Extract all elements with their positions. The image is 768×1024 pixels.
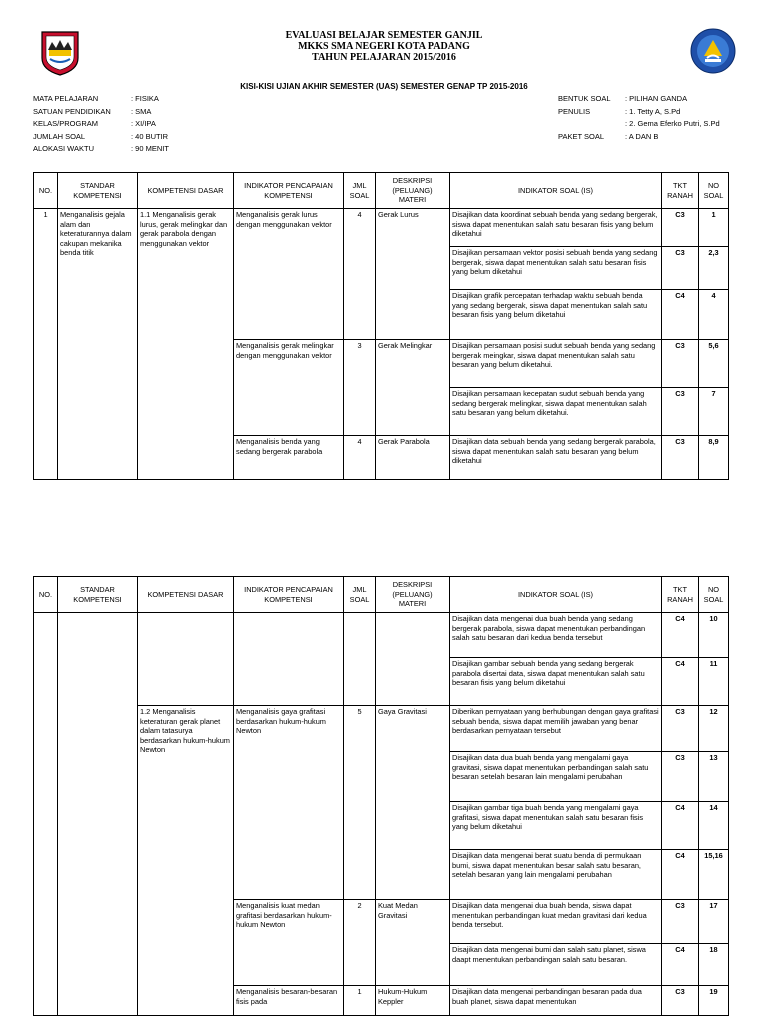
info-right-row [558,93,720,106]
tingkat-ranah-cell: C3 [662,209,699,247]
jumlah-soal-cell: 3 [344,340,376,436]
tingkat-ranah-cell: C3 [662,388,699,436]
jumlah-soal-cell: 4 [344,436,376,480]
indikator-soal-cell: Disajikan gambar sebuah benda yang sedang bergerak parabola disertai data, siswa dapat menentukan salah satu besaran fisis yang belum diketahui [450,658,662,706]
column-header-nosoal: NO SOAL [699,173,729,209]
indikator-soal-cell: Disajikan gambar tiga buah benda yang mengalami gaya grafitasi, siswa dapat menentukan salah satu besaran fisis yang belum diketahui [450,802,662,850]
info-left-value: : XI/IPA [131,119,156,128]
indikator-soal-cell: Disajikan data dua buah benda yang mengalami gaya gravitasi, siswa dapat menentukan perbandingan salah satu besaran setelah besaran lain mengalami perubahan [450,752,662,802]
header-line-3: TAHUN PELAJARAN 2015/2016 [312,52,456,63]
nomor-soal-cell: 14 [699,802,729,850]
indikator-soal-cell: Disajikan persamaan posisi sudut sebuah benda yang sedang bergerak meingkar, siswa dapat menentukan salah satu besaran yang belum diketahui. [450,340,662,388]
row-number-cell: 1 [34,209,58,480]
kisi-table-page-1 [33,172,729,480]
tingkat-ranah-cell: C3 [662,247,699,290]
indikator-soal-cell: Disajikan data sebuah benda yang sedang bergerak parabola, siswa dapat menentukan salah satu besaran yang belum diketahui [450,436,662,480]
kompetensi-dasar-cell: 1.2 Menganalisis keteraturan gerak planet dalam tatasurya berdasarkan hukum-hukum Newton [138,706,234,1016]
column-header-is: INDIKATOR SOAL (IS) [450,173,662,209]
indikator-soal-cell: Disajikan data koordinat sebuah benda yang sedang bergerak, siswa dapat menentukan salah satu besaran fisis yang belum diketahui [450,209,662,247]
table-row [34,209,729,247]
info-left-row [33,143,169,156]
nomor-soal-cell: 15,16 [699,850,729,900]
info-right-row [558,131,720,144]
table-row [34,706,729,752]
jumlah-soal-cell [344,613,376,706]
deskripsi-materi-cell: Gerak Parabola [376,436,450,480]
nomor-soal-cell: 1 [699,209,729,247]
jumlah-soal-cell: 5 [344,706,376,900]
tingkat-ranah-cell: C3 [662,340,699,388]
indikator-pencapaian-cell: Menganalisis kuat medan grafitasi berdasarkan hukum-hukum Newton [234,900,344,986]
jumlah-soal-cell: 2 [344,900,376,986]
tingkat-ranah-cell: C4 [662,658,699,706]
indikator-soal-cell: Diberikan pernyataan yang berhubungan dengan gaya grafitasi sebuah benda, siswa dapat memilih jawaban yang benar berdasarkan pernyataan tersebut [450,706,662,752]
tingkat-ranah-cell: C3 [662,752,699,802]
indikator-soal-cell: Disajikan data mengenai dua buah benda yang sedang bergerak parabola, siswa dapat menentukan perbandingan salah satu besaran dari kedua benda tersebut [450,613,662,658]
nomor-soal-cell: 18 [699,944,729,986]
info-right-key: PENULIS [558,106,591,116]
info-right-value: : A DAN B [625,131,659,141]
nomor-soal-cell: 11 [699,658,729,706]
column-header-jml: JML SOAL [344,173,376,209]
info-right-key [558,118,625,131]
column-header-materi: DESKRIPSI (PELUANG) MATERI [376,173,450,209]
tingkat-ranah-cell: C3 [662,986,699,1016]
padang-city-emblem-icon [40,28,80,76]
nomor-soal-cell: 19 [699,986,729,1016]
indikator-pencapaian-cell: Menganalisis besaran-besaran fisis pada [234,986,344,1016]
standar-kompetensi-cell [58,613,138,1016]
nomor-soal-cell: 8,9 [699,436,729,480]
tingkat-ranah-cell: C4 [662,290,699,340]
table-header-row [34,173,729,209]
nomor-soal-cell: 2,3 [699,247,729,290]
info-left-key: MATA PELAJARAN [33,94,99,103]
deskripsi-materi-cell: Gerak Melingkar [376,340,450,436]
info-right-key: PAKET SOAL [558,131,604,141]
column-header-is: INDIKATOR SOAL (IS) [450,577,662,613]
indikator-soal-cell: Disajikan data mengenai perbandingan besaran pada dua buah planet, siswa dapat menentukan [450,986,662,1016]
column-header-jml: JML SOAL [344,577,376,613]
standar-kompetensi-cell: Menganalisis gejala alam dan keteraturannya dalam cakupan mekanika benda titik [58,209,138,480]
info-left-key: JUMLAH SOAL [33,131,86,141]
tingkat-ranah-cell: C3 [662,900,699,944]
indikator-soal-cell: Disajikan data mengenai bumi dan salah satu planet, siswa daapt menentukan perbandingan salah satu besaran. [450,944,662,986]
info-left-row [33,131,169,144]
indikator-soal-cell: Disajikan data mengenai dua buah benda, siswa dapat menentukan perbandingan kuat medan gravitasi dari kedua benda tersebut. [450,900,662,944]
info-right-row [558,118,720,131]
deskripsi-materi-cell: Kuat Medan Gravitasi [376,900,450,986]
indikator-soal-cell: Disajikan data mengenai berat suatu benda di permukaan bumi, siswa dapat menentukan besar salah satu besaran, setelah besaran yang lain mengalami perubahan [450,850,662,900]
column-header-ipk: INDIKATOR PENCAPAIAN KOMPETENSI [234,173,344,209]
tingkat-ranah-cell: C4 [662,613,699,658]
deskripsi-materi-cell: Hukum-Hukum Keppler [376,986,450,1016]
nomor-soal-cell: 4 [699,290,729,340]
info-right-key: BENTUK SOAL [558,94,611,103]
info-left-row [33,106,169,119]
indikator-soal-cell: Disajikan grafik percepatan terhadap waktu sebuah benda yang sedang bergerak, siswa dapat menentukan salah satu besaran fisis yang belum diketahui [450,290,662,340]
tingkat-ranah-cell: C3 [662,436,699,480]
indikator-pencapaian-cell: Menganalisis gerak lurus dengan menggunakan vektor [234,209,344,340]
jumlah-soal-cell: 1 [344,986,376,1016]
table-header-row [34,577,729,613]
nomor-soal-cell: 5,6 [699,340,729,388]
info-left-row [33,118,169,131]
table-row [34,613,729,658]
info-right-value: : 1. Tetty A, S.Pd [625,106,681,116]
deskripsi-materi-cell: Gerak Lurus [376,209,450,340]
column-header-kd: KOMPETENSI DASAR [138,577,234,613]
tingkat-ranah-cell: C3 [662,706,699,752]
indikator-soal-cell: Disajikan persamaan kecepatan sudut sebuah benda yang sedang bergerak melingkar, siswa dapat menentukan salah satu besaran yang belum diketahui. [450,388,662,436]
exam-info-right [558,93,720,143]
indikator-pencapaian-cell: Menganalisis gerak melingkar dengan menggunakan vektor [234,340,344,436]
kompetensi-dasar-cell: 1.1 Menganalisis gerak lurus, gerak melingkar dan gerak parabola dengan menggunakan vektor [138,209,234,480]
tingkat-ranah-cell: C4 [662,802,699,850]
nomor-soal-cell: 10 [699,613,729,658]
header-line-1: EVALUASI BELAJAR SEMESTER GANJIL [285,30,483,41]
info-right-value: : PILIHAN GANDA [625,94,688,103]
row-number-cell [34,613,58,1016]
column-header-ranah: TKT RANAH [662,173,699,209]
indikator-pencapaian-cell [234,613,344,706]
info-left-value: : SMA [131,106,152,116]
indikator-pencapaian-cell: Menganalisis benda yang sedang bergerak parabola [234,436,344,480]
nomor-soal-cell: 12 [699,706,729,752]
tingkat-ranah-cell: C4 [662,944,699,986]
info-left-key: ALOKASI WAKTU [33,144,94,153]
info-left-row [33,93,169,106]
nomor-soal-cell: 17 [699,900,729,944]
info-left-key: SATUAN PENDIDIKAN [33,106,111,116]
info-right-value: : 2. Gema Eferko Putri, S.Pd [625,119,720,128]
column-header-no: NO. [34,577,58,613]
column-header-ipk: INDIKATOR PENCAPAIAN KOMPETENSI [234,577,344,613]
deskripsi-materi-cell [376,613,450,706]
column-header-no: NO. [34,173,58,209]
column-header-sk: STANDAR KOMPETENSI [58,173,138,209]
jumlah-soal-cell: 4 [344,209,376,340]
column-header-ranah: TKT RANAH [662,577,699,613]
exam-info-left [33,93,169,156]
info-left-value: : 40 BUTIR [131,131,169,141]
indikator-pencapaian-cell: Menganalisis gaya grafitasi berdasarkan hukum-hukum Newton [234,706,344,900]
nomor-soal-cell: 13 [699,752,729,802]
indikator-soal-cell: Disajikan persamaan vektor posisi sebuah benda yang sedang bergerak, siswa dapat menentukan salah satu besaran fisis yang belum diketahui [450,247,662,290]
header-line-2: MKKS SMA NEGERI KOTA PADANG [298,41,470,52]
kompetensi-dasar-cell [138,613,234,706]
info-left-value: : FISIKA [131,94,159,103]
tut-wuri-handayani-emblem-icon [690,28,736,74]
nomor-soal-cell: 7 [699,388,729,436]
info-left-value: : 90 MENIT [131,144,169,153]
kisi-kisi-title: KISI-KISI UJIAN AKHIR SEMESTER (UAS) SEMESTER GENAP TP 2015-2016 [240,82,528,91]
column-header-kd: KOMPETENSI DASAR [138,173,234,209]
document-header [200,30,568,63]
deskripsi-materi-cell: Gaya Gravitasi [376,706,450,900]
column-header-materi: DESKRIPSI (PELUANG) MATERI [376,577,450,613]
column-header-nosoal: NO SOAL [699,577,729,613]
column-header-sk: STANDAR KOMPETENSI [58,577,138,613]
info-right-row [558,106,720,119]
kisi-table-page-2 [33,576,729,1016]
info-left-key: KELAS/PROGRAM [33,119,99,128]
tingkat-ranah-cell: C4 [662,850,699,900]
